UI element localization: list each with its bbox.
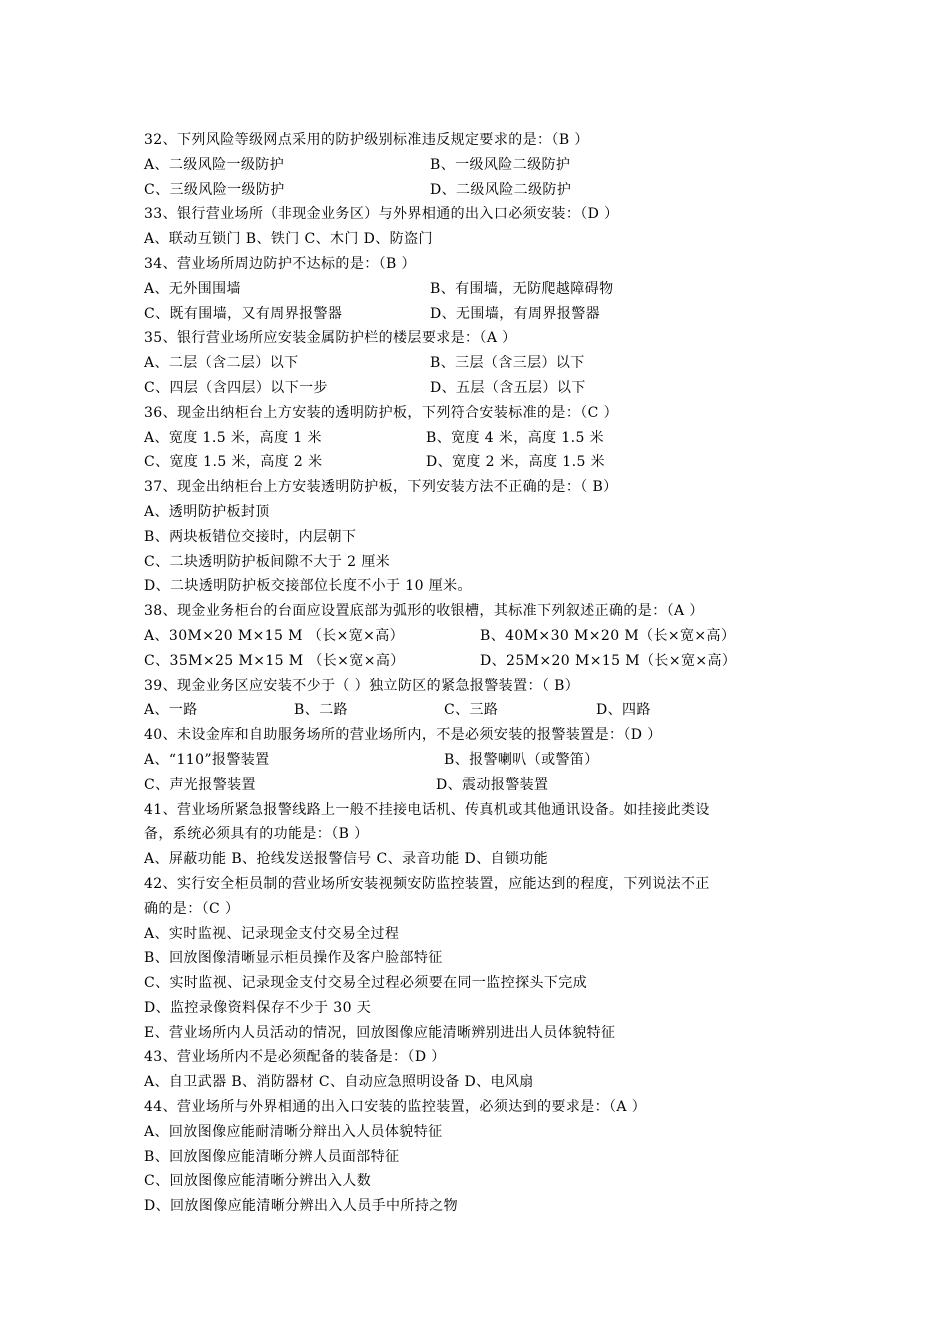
option-row	[144, 698, 814, 723]
option-row	[144, 351, 814, 376]
option-row	[144, 376, 814, 401]
option-left: C、宽度 1.5 米，高度 2 米	[144, 454, 323, 471]
option-item: C、三路	[444, 702, 499, 719]
option-left: A、“110”报警装置	[144, 751, 270, 768]
text-line: 44、营业场所与外界相通的出入口安装的监控装置，必须达到的要求是：（A ）	[144, 1099, 647, 1116]
option-row	[144, 748, 814, 773]
option-left: A、30M×20 M×15 M （长×宽×高）	[144, 627, 405, 644]
option-row	[144, 624, 814, 649]
text-line: 40、未设金库和自助服务场所的营业场所内，不是必须安装的报警装置是：（D ）	[144, 727, 662, 744]
text-line: A、实时监视、记录现金支付交易全过程	[144, 925, 400, 942]
text-line: A、回放图像应能耐清晰分辩出入人员体貌特征	[144, 1123, 443, 1140]
option-left: C、35M×25 M×15 M （长×宽×高）	[144, 652, 405, 669]
text-line: D、二块透明防护板交接部位长度不小于 10 厘米。	[144, 578, 472, 595]
option-row	[144, 302, 814, 327]
text-line: 37、现金出纳柜台上方安装透明防护板，下列安装方法不正确的是：（ B）	[144, 479, 618, 496]
text-line: A、自卫武器 B、消防器材 C、自动应急照明设备 D、电风扇	[144, 1074, 534, 1091]
option-right: D、震动报警装置	[436, 776, 549, 793]
text-line: C、实时监视、记录现金支付交易全过程必须要在同一监控探头下完成	[144, 975, 588, 992]
option-right: D、二级风险二级防护	[430, 181, 572, 198]
text-line: C、回放图像应能清晰分辨出入人数	[144, 1173, 372, 1190]
option-left: C、既有围墙，又有周界报警器	[144, 305, 343, 322]
text-line: 32、下列风险等级网点采用的防护级别标准违反规定要求的是：（B ）	[144, 132, 589, 148]
option-right: D、25M×20 M×15 M（长×宽×高）	[480, 652, 737, 669]
text-line: 35、银行营业场所应安装金属防护栏的楼层要求是：（A ）	[144, 330, 517, 347]
option-right: D、宽度 2 米，高度 1.5 米	[426, 454, 605, 471]
option-left: A、二层（含二层）以下	[144, 355, 299, 372]
option-left: A、无外围围墙	[144, 280, 241, 297]
option-right: B、宽度 4 米，高度 1.5 米	[426, 429, 605, 446]
text-line: C、二块透明防护板间隙不大于 2 厘米	[144, 553, 391, 570]
text-line: B、回放图像清晰显示柜员操作及客户脸部特征	[144, 950, 443, 967]
option-left: C、声光报警装置	[144, 776, 256, 793]
text-line: 38、现金业务柜台的台面应设置底部为弧形的收银槽，其标准下列叙述正确的是：（A ）	[144, 603, 704, 620]
option-right: B、40M×30 M×20 M（长×宽×高）	[480, 627, 736, 644]
text-line: A、联动互锁门 B、铁门 C、木门 D、防盗门	[144, 231, 433, 248]
option-right: B、一级风险二级防护	[430, 156, 571, 173]
text-line: E、营业场所内人员活动的情况，回放图像应能清晰辨别进出人员体貌特征	[144, 1024, 616, 1041]
option-left: C、四层（含四层）以下一步	[144, 379, 328, 396]
text-line: D、监控录像资料保存不少于 30 天	[144, 999, 372, 1016]
option-item: D、四路	[596, 702, 651, 719]
text-line: 43、营业场所内不是必须配备的装备是：（D ）	[144, 1049, 446, 1066]
text-line: D、回放图像应能清晰分辨出入人员手中所持之物	[144, 1198, 459, 1215]
text-line: B、回放图像应能清晰分辨人员面部特征	[144, 1148, 400, 1165]
option-right: B、报警喇叭（或警笛）	[444, 751, 599, 768]
option-right: B、有围墙，无防爬越障碍物	[430, 280, 614, 297]
option-left: A、宽度 1.5 米，高度 1 米	[144, 429, 322, 446]
text-line: 42、实行安全柜员制的营业场所安装视频安防监控装置，应能达到的程度，下列说法不正	[144, 875, 710, 892]
text-line: 36、现金出纳柜台上方安装的透明防护板，下列符合安装标准的是：（C ）	[144, 404, 618, 421]
option-row	[144, 426, 814, 451]
option-right: D、五层（含五层）以下	[430, 379, 586, 396]
text-line: 41、营业场所紧急报警线路上一般不挂接电话机、传真机或其他通讯设备。如挂接此类设	[144, 801, 710, 818]
option-right: D、无围墙，有周界报警器	[430, 305, 601, 322]
option-row	[144, 277, 814, 302]
document-body	[144, 128, 814, 1219]
option-left: A、二级风险一级防护	[144, 156, 285, 173]
option-row	[144, 178, 814, 203]
text-line: B、两块板错位交接时，内层朝下	[144, 528, 357, 545]
text-line: 备，系统必须具有的功能是：（B ）	[144, 826, 369, 843]
option-row	[144, 649, 814, 674]
option-row	[144, 773, 814, 798]
option-right: B、三层（含三层）以下	[430, 355, 585, 372]
text-line: 39、现金业务区应安装不少于（ ）独立防区的紧急报警装置：（ B）	[144, 677, 580, 694]
text-line: 34、营业场所周边防护不达标的是：（B ）	[144, 255, 416, 272]
option-left: C、三级风险一级防护	[144, 181, 285, 198]
option-row	[144, 450, 814, 475]
option-row	[144, 153, 814, 178]
text-line: A、透明防护板封顶	[144, 503, 270, 520]
text-line: A、屏蔽功能 B、抢线发送报警信号 C、录音功能 D、自锁功能	[144, 851, 549, 868]
option-item: A、一路	[144, 702, 198, 719]
text-line: 确的是：（C ）	[144, 900, 240, 917]
text-line: 33、银行营业场所（非现金业务区）与外界相通的出入口必须安装：（D ）	[144, 206, 619, 223]
option-item: B、二路	[294, 702, 348, 719]
